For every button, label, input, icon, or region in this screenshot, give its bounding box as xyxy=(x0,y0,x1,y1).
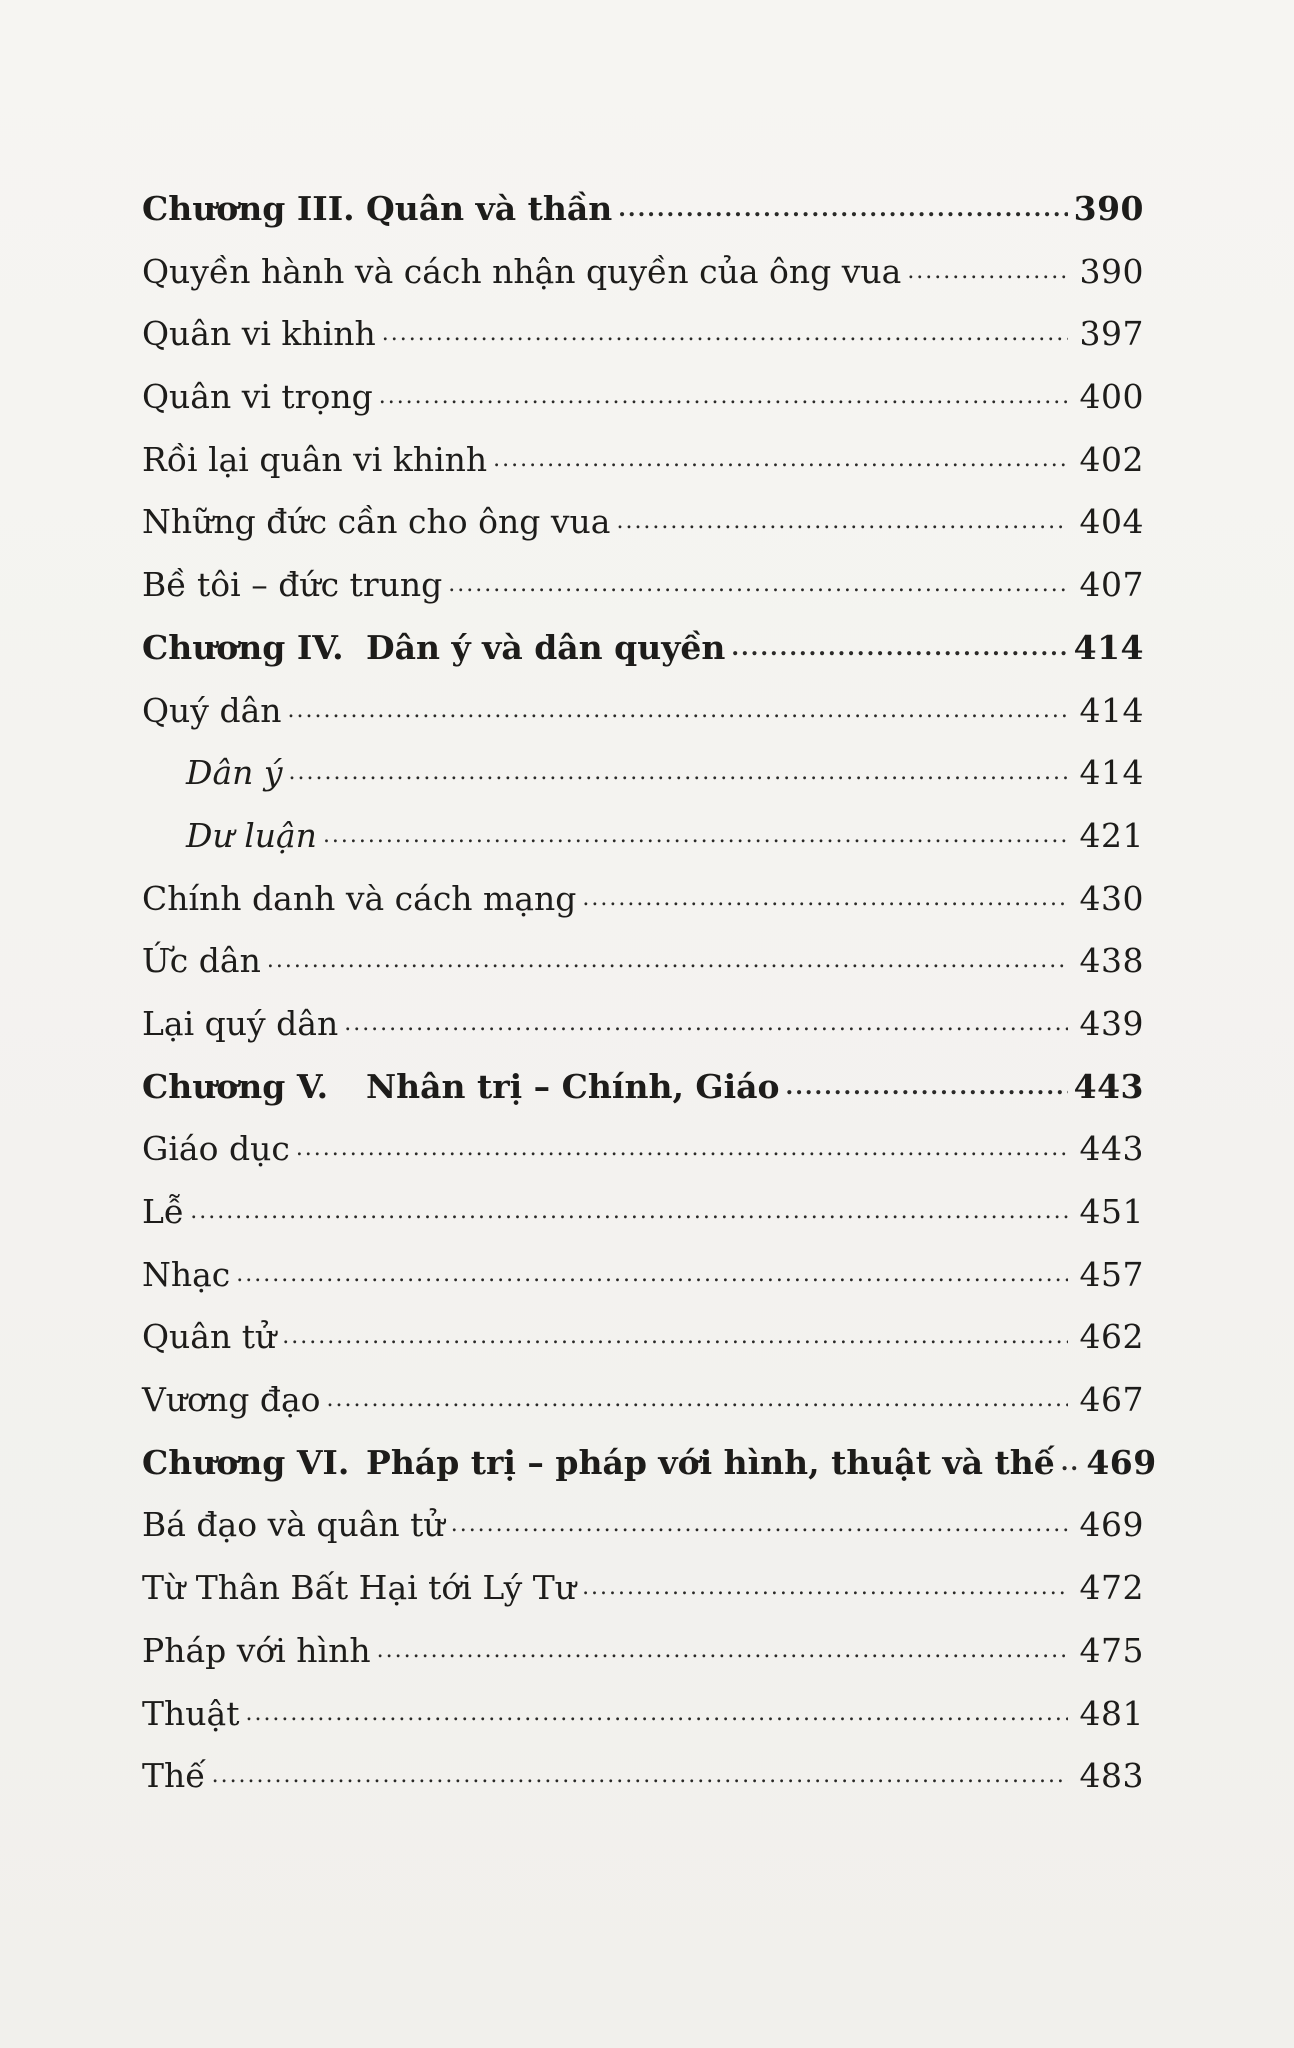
entry-title: Bề tôi – đức trung xyxy=(142,565,443,605)
chapter-number: Chương III. xyxy=(142,189,355,228)
entry-title: Quân vi trọng xyxy=(142,377,373,417)
entry-title: Những đức cần cho ông vua xyxy=(142,502,611,542)
entry-title: Lễ xyxy=(142,1192,185,1231)
page-number: 390 xyxy=(1073,189,1144,228)
entry-title: Lại quý dân xyxy=(142,1003,339,1043)
page-number: 483 xyxy=(1079,1756,1144,1796)
toc-label xyxy=(142,491,610,554)
dot-leader xyxy=(344,1002,1068,1035)
toc-entry-row xyxy=(142,554,1144,617)
toc-entry-row xyxy=(142,1745,1144,1808)
dot-leader xyxy=(379,375,1068,408)
toc-label xyxy=(142,429,487,492)
chapter-number: Chương VI. xyxy=(142,1442,350,1482)
page-number: 421 xyxy=(1079,815,1144,855)
dot-leader xyxy=(288,689,1069,722)
toc-entry-row xyxy=(142,868,1144,931)
toc-entry-row xyxy=(142,1244,1144,1307)
entry-title: Bá đạo và quân tử xyxy=(142,1505,445,1545)
page-number: 457 xyxy=(1079,1254,1144,1294)
entry-title: Dư luận xyxy=(186,815,317,855)
page-number: 472 xyxy=(1079,1568,1144,1608)
page-number: 462 xyxy=(1079,1317,1144,1357)
page-number: 407 xyxy=(1079,565,1144,605)
toc-label xyxy=(142,617,725,680)
chapter-title: Pháp trị – pháp với hình, thuật và thế xyxy=(366,1442,1055,1482)
dot-leader xyxy=(786,1065,1068,1098)
toc-label xyxy=(142,303,376,366)
toc-label xyxy=(142,680,282,743)
toc-label xyxy=(142,1557,576,1620)
toc-label xyxy=(142,1745,206,1808)
toc-chapter-row xyxy=(142,617,1144,680)
page-number: 390 xyxy=(1079,251,1144,291)
entry-title: Ức dân xyxy=(142,941,261,981)
dot-leader xyxy=(377,1629,1068,1662)
toc-label xyxy=(142,366,373,429)
toc-entry-row xyxy=(142,366,1144,429)
page-number: 469 xyxy=(1079,1505,1144,1545)
dot-leader xyxy=(267,939,1068,972)
toc-label xyxy=(142,1244,230,1307)
page-number: 404 xyxy=(1079,502,1144,542)
page-number: 467 xyxy=(1079,1380,1144,1420)
toc-label xyxy=(142,178,612,241)
toc-label xyxy=(142,1181,184,1244)
toc-chapter-row xyxy=(142,1056,1144,1119)
toc-entry-row xyxy=(142,1181,1144,1244)
dot-leader xyxy=(451,1503,1068,1536)
dot-leader xyxy=(236,1253,1068,1286)
toc-entry-row xyxy=(142,993,1144,1056)
page-number: 414 xyxy=(1079,753,1144,793)
entry-title: Rồi lại quân vi khinh xyxy=(142,439,488,479)
toc-entry-row xyxy=(142,1620,1144,1683)
toc-label xyxy=(142,742,283,805)
toc-subentry-row xyxy=(142,805,1144,868)
dot-leader xyxy=(327,1378,1069,1411)
dot-leader xyxy=(618,187,1068,220)
entry-title: Từ Thân Bất Hại tới Lý Tư xyxy=(142,1568,577,1608)
dot-leader xyxy=(493,438,1068,471)
toc-entry-row xyxy=(142,1306,1144,1369)
toc-label xyxy=(142,554,442,617)
entry-title: Quân vi khinh xyxy=(142,314,376,354)
dot-leader xyxy=(245,1692,1068,1725)
toc-label xyxy=(142,1306,276,1369)
page-number: 438 xyxy=(1079,941,1144,981)
toc-entry-row xyxy=(142,680,1144,743)
toc-entry-row xyxy=(142,930,1144,993)
dot-leader xyxy=(190,1190,1068,1223)
toc-entry-row xyxy=(142,1369,1144,1432)
toc-entry-row xyxy=(142,1557,1144,1620)
toc-label xyxy=(142,1056,780,1119)
page-number: 402 xyxy=(1079,439,1144,479)
chapter-title: Nhân trị – Chính, Giáo xyxy=(366,1066,780,1106)
entry-title: Nhạc xyxy=(142,1254,231,1294)
entry-title: Giáo dục xyxy=(142,1129,290,1169)
toc-subentry-row xyxy=(142,742,1144,805)
chapter-title: Quân và thần xyxy=(366,189,613,228)
page-number: 414 xyxy=(1079,690,1144,730)
table-of-contents xyxy=(142,178,1157,1808)
entry-title: Vương đạo xyxy=(142,1380,321,1420)
page-number: 400 xyxy=(1079,377,1144,417)
dot-leader xyxy=(616,500,1068,533)
toc-label xyxy=(142,241,901,304)
toc-label xyxy=(142,930,261,993)
dot-leader xyxy=(1061,1441,1081,1474)
toc-entry-row xyxy=(142,1683,1144,1746)
dot-leader xyxy=(448,563,1068,596)
toc-entry-row xyxy=(142,429,1144,492)
entry-title: Chính danh và cách mạng xyxy=(142,878,577,918)
toc-entry-row xyxy=(142,241,1144,304)
dot-leader xyxy=(296,1127,1068,1160)
entry-title: Dân ý xyxy=(186,753,283,793)
dot-leader xyxy=(582,877,1068,910)
page-number: 430 xyxy=(1079,878,1144,918)
chapter-number: Chương V. xyxy=(142,1066,329,1106)
toc-entry-row xyxy=(142,303,1144,366)
dot-leader xyxy=(907,250,1068,283)
toc-label xyxy=(142,805,317,868)
toc-label xyxy=(142,1432,1055,1495)
toc-chapter-row xyxy=(142,1432,1157,1495)
dot-leader xyxy=(382,312,1068,345)
page-number: 443 xyxy=(1073,1066,1144,1106)
entry-title: Thuật xyxy=(142,1693,240,1733)
page-number: 397 xyxy=(1079,314,1144,354)
page-number: 481 xyxy=(1079,1693,1144,1733)
entry-title: Thế xyxy=(142,1756,206,1796)
page-number: 443 xyxy=(1079,1129,1144,1169)
chapter-number: Chương IV. xyxy=(142,627,344,667)
toc-label xyxy=(142,1620,371,1683)
dot-leader xyxy=(731,626,1068,659)
dot-leader xyxy=(582,1566,1068,1599)
toc-entry-row xyxy=(142,491,1144,554)
page-number: 451 xyxy=(1079,1192,1144,1231)
toc-label xyxy=(142,1369,321,1432)
page-number: 475 xyxy=(1079,1630,1144,1670)
toc-label xyxy=(142,1494,445,1557)
toc-label xyxy=(142,868,576,931)
dot-leader xyxy=(212,1754,1068,1787)
toc-label xyxy=(142,1683,239,1746)
toc-chapter-row xyxy=(142,178,1144,241)
entry-title: Quyền hành và cách nhận quyền của ông vua xyxy=(142,251,902,291)
page-number: 469 xyxy=(1086,1442,1157,1482)
toc-label xyxy=(142,1118,290,1181)
dot-leader xyxy=(323,814,1068,847)
page-number: 414 xyxy=(1073,627,1144,667)
toc-entry-row xyxy=(142,1118,1144,1181)
entry-title: Quý dân xyxy=(142,690,282,730)
toc-entry-row xyxy=(142,1494,1144,1557)
page-number: 439 xyxy=(1079,1003,1144,1043)
chapter-title: Dân ý và dân quyền xyxy=(366,627,726,667)
entry-title: Quân tử xyxy=(142,1317,277,1357)
dot-leader xyxy=(289,751,1068,784)
entry-title: Pháp với hình xyxy=(142,1630,371,1670)
dot-leader xyxy=(282,1315,1068,1348)
toc-label xyxy=(142,993,338,1056)
